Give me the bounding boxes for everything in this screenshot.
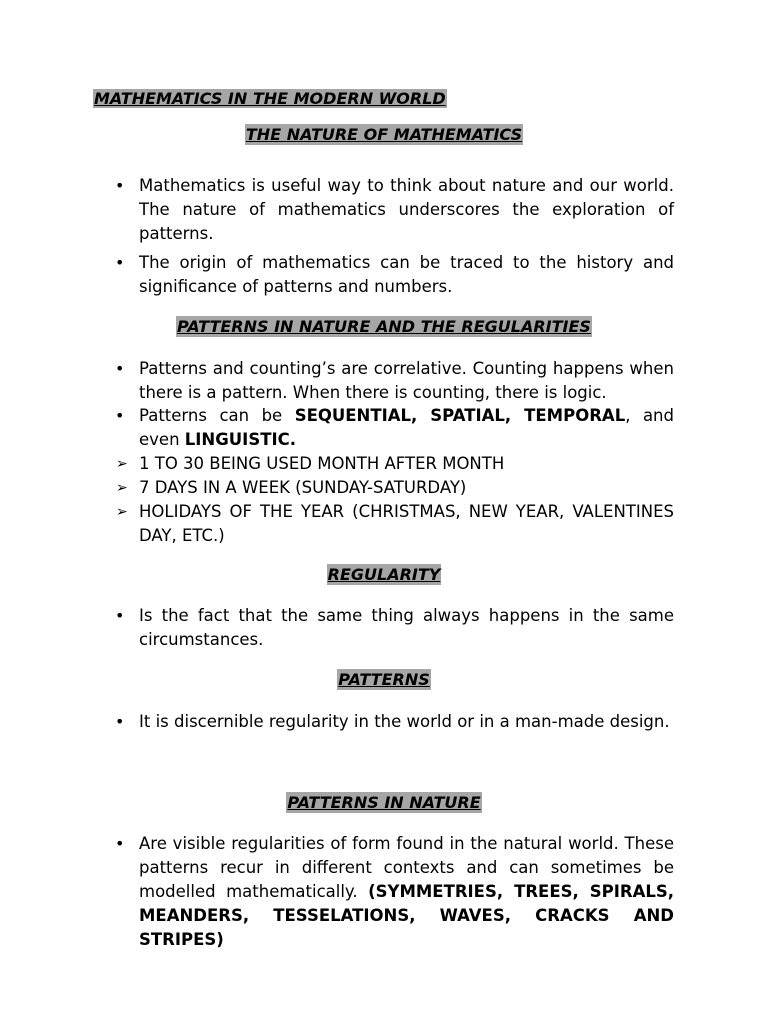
bullet-marker: • [115, 253, 125, 272]
list-item: It is discernible regularity in the world or in a man-made design. [139, 712, 670, 731]
bullet-marker: • [115, 176, 125, 195]
arrow-bullet-icon: ➢ [116, 504, 128, 520]
section-heading-patterns-in-nature: PATTERNS IN NATURE [287, 793, 481, 812]
section-heading-nature-of-mathematics: THE NATURE OF MATHEMATICS [245, 125, 523, 144]
bullet-marker: • [115, 406, 125, 425]
bullet-marker: • [115, 712, 125, 731]
section-heading-patterns: PATTERNS [338, 670, 430, 689]
list-item: 7 DAYS IN A WEEK (SUNDAY-SATURDAY) [139, 478, 467, 497]
section-heading-patterns-and-regularities: PATTERNS IN NATURE AND THE REGULARITIES [177, 317, 591, 336]
bullet-marker: • [115, 359, 125, 378]
arrow-bullet-icon: ➢ [116, 456, 128, 472]
document-title-text: MATHEMATICS IN THE MODERN WORLD [94, 89, 446, 108]
arrow-bullet-icon: ➢ [116, 480, 128, 496]
bullet-marker: • [115, 606, 125, 625]
bullet-marker: • [115, 834, 125, 853]
list-item: Is the fact that the same thing always happens in the same circumstances. [139, 606, 674, 649]
document-title [93, 88, 447, 109]
list-item: The origin of mathematics can be traced to the history and significance of patterns and numbers. [139, 253, 674, 296]
list-item: Are visible regularities of form found in the natural world. These patterns recur in different contexts and can sometimes be modelled mathematically. (SYMMETRIES, TREES, SPIRALS, MEANDERS, TESSELATIONS, WAVES, CRACKS AND STRIPES) [139, 834, 674, 949]
list-item: HOLIDAYS OF THE YEAR (CHRISTMAS, NEW YEAR, VALENTINES DAY, ETC.) [139, 502, 674, 545]
section-heading-regularity: REGULARITY [327, 565, 441, 584]
list-item: 1 TO 30 BEING USED MONTH AFTER MONTH [139, 454, 505, 473]
list-item: Mathematics is useful way to think about nature and our world. The nature of mathematics underscores the exploration of patterns. [139, 176, 674, 243]
list-item: Patterns can be SEQUENTIAL, SPATIAL, TEMPORAL, and even LINGUISTIC. [139, 406, 674, 449]
list-item: Patterns and counting’s are correlative. Counting happens when there is a pattern. When there is counting, there is logic. [139, 359, 674, 402]
